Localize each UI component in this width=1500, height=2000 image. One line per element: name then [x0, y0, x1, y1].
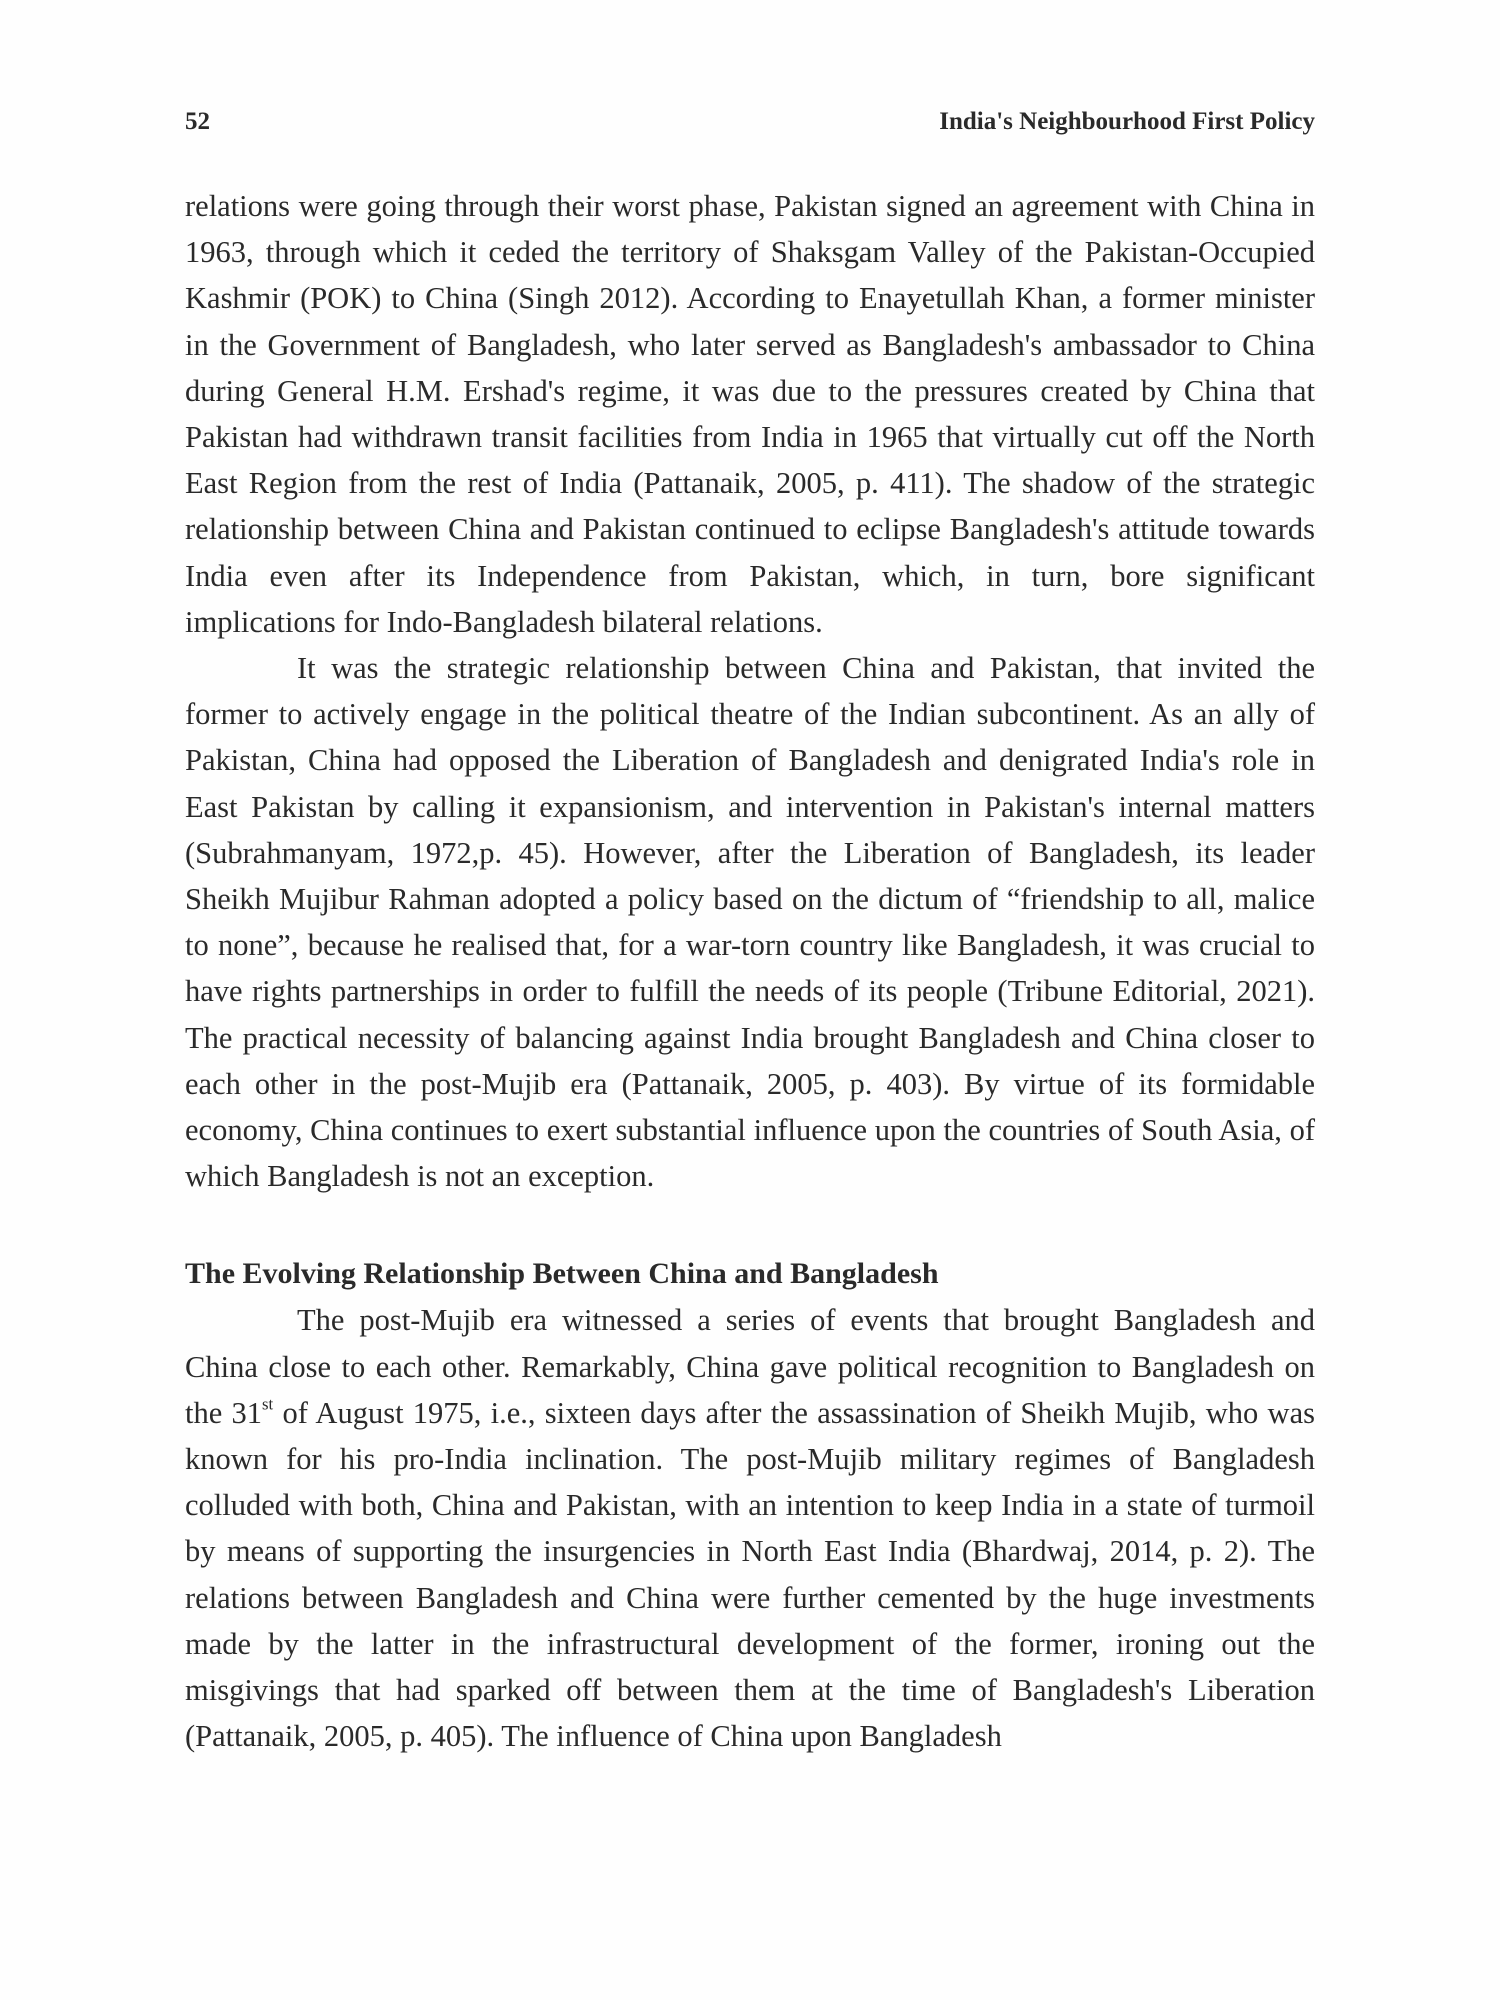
page-header	[185, 108, 1315, 148]
section-heading: The Evolving Relationship Between China and Bangladesh	[185, 1257, 939, 1291]
ordinal-superscript: st	[262, 1394, 274, 1414]
running-head: India's Neighbourhood First Policy	[939, 108, 1315, 135]
paragraph-1: relations were going through their worst phase, Pakistan signed an agreement with China in 1963, through which it ceded the territory of Shaksgam Valley of the Pakistan-Occupied Kashmir (POK) to China (Singh 2012). According to Enayetullah Khan, a former minister in the Government of Bangladesh, who later served as Bangladesh's ambassador to China during General H.M. Ershad's regime, it was due to the pressures created by China that Pakistan had withdrawn transit facilities from India in 1965 that virtually cut off the North East Region from the rest of India (Pattanaik, 2005, p. 411). The shadow of the strategic relationship between China and Pakistan continued to eclipse Bangladesh's attitude towards India even after its Independence from Pakistan, which, in turn, bore significant implications for Indo-Bangladesh bilateral relations.	[185, 189, 1315, 639]
body-text	[185, 183, 1315, 1760]
paragraph-2: It was the strategic relationship between China and Pakistan, that invited the former to actively engage in the political theatre of the Indian subcontinent. As an ally of Pakistan, China had opposed the Liberation of Bangladesh and denigrated India's role in East Pakistan by calling it expansionism, and intervention in Pakistan's internal matters (Subrahmanyam, 1972,p. 45). However, after the Liberation of Bangladesh, its leader Sheikh Mujibur Rahman adopted a policy based on the dictum of “friendship to all, malice to none”, because he realised that, for a war-torn country like Bangladesh, it was crucial to have rights partnerships in order to fulfill the needs of its people (Tribune Editorial, 2021). The practical necessity of balancing against India brought Bangladesh and China closer to each other in the post-Mujib era (Pattanaik, 2005, p. 403). By virtue of its formidable economy, China continues to exert substantial influence upon the countries of South Asia, of which Bangladesh is not an exception.	[185, 651, 1315, 1194]
paragraph-3	[185, 1297, 1315, 1759]
paragraph-3-part-1: The post-Mujib era witnessed a series of events that brought Bangladesh and China close to each other. Remarkably, China gave political recognition to Bangladesh on the 31	[185, 1303, 1315, 1430]
page-number: 52	[185, 108, 210, 135]
paragraph-3-part-2: of August 1975, i.e., sixteen days after the assassination of Sheikh Mujib, who was known for his pro-India inclination. The post-Mujib military regimes of Bangladesh colluded with both, China and Pakistan, with an intention to keep India in a state of turmoil by means of supporting the insurgencies in North East India (Bhardwaj, 2014, p. 2). The relations between Bangladesh and China were further cemented by the huge investments made by the latter in the infrastructural development of the former, ironing out the misgivings that had sparked off between them at the time of Bangladesh's Liberation (Pattanaik, 2005, p. 405). The influence of China upon Bangladesh	[185, 1395, 1315, 1754]
